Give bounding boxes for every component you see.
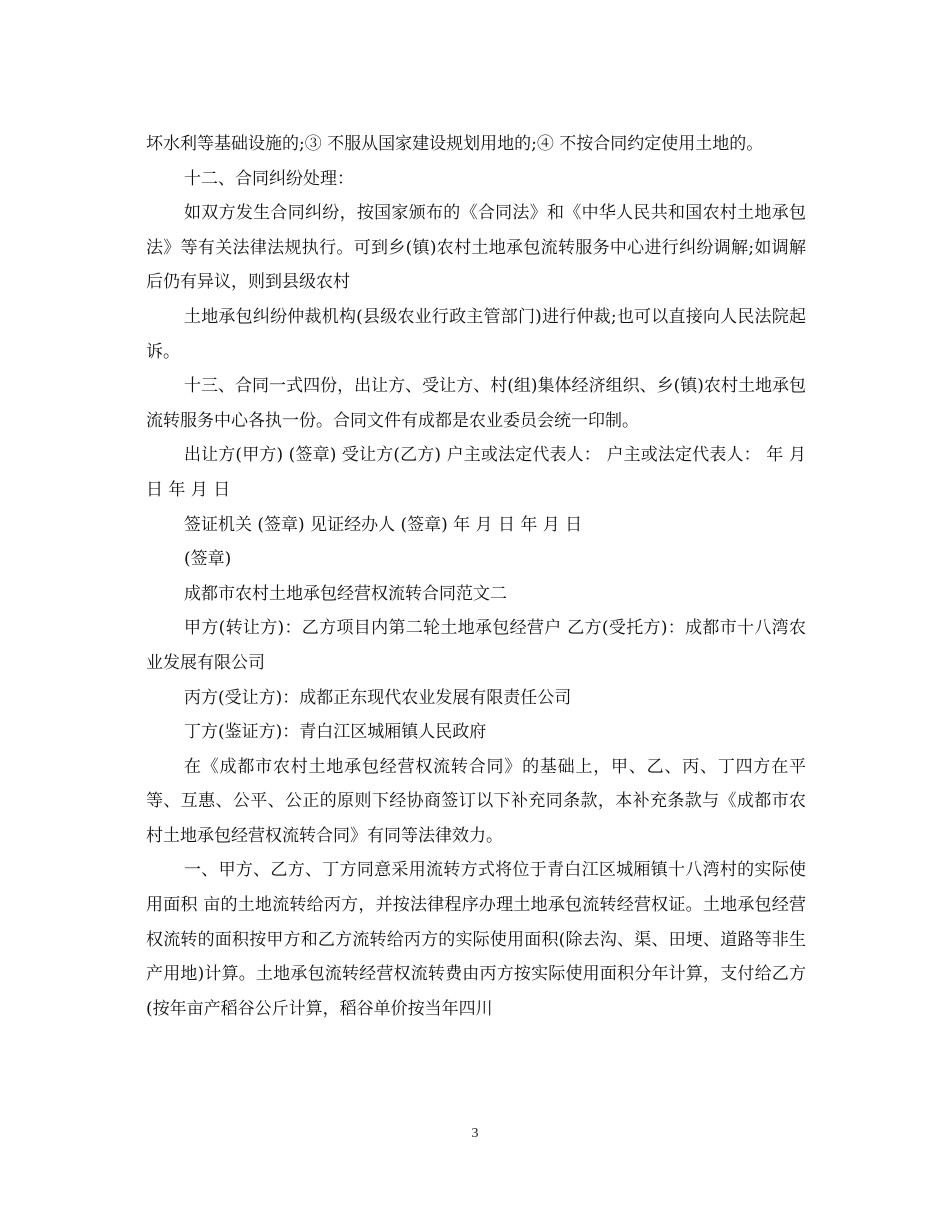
document-body bbox=[146, 127, 806, 1026]
paragraph: 十三、合同一式四份，出让方、受让方、村(组)集体经济组织、乡(镇)农村土地承包流转服务中心各执一份。合同文件有成都是农业委员会统一印制。 bbox=[146, 376, 806, 431]
paragraph: 如双方发生合同纠纷，按国家颁布的《合同法》和《中华人民共和国农村土地承包法》等有关法律法规执行。可到乡(镇)农村土地承包流转服务中心进行纠纷调解;如调解后仍有异议，则到县级农村 bbox=[146, 203, 806, 293]
section-title: 成都市农村土地承包经营权流转合同范文二 bbox=[184, 583, 507, 604]
page-number: 3 bbox=[471, 1126, 479, 1141]
paragraph: 丙方(受让方)：成都正东现代农业发展有限责任公司 bbox=[184, 687, 572, 708]
paragraph: (签章) bbox=[184, 549, 232, 570]
paragraph: 一、甲方、乙方、丁方同意采用流转方式将位于青白江区城厢镇十八湾村的实际使用面积 亩的土地流转给丙方，并按法律程序办理土地承包流转经营权证。土地承包经营权流转的面积按甲方和乙方流转给丙方的实际使用面积(除去沟、渠、田埂、道路等非生产用地)计算。土地承包流转经营权流转费由丙方按实际使用面积分年计算，支付给乙方(按年亩产稻谷公斤计算，稻谷单价按当年四川 bbox=[146, 860, 806, 1019]
paragraph: 土地承包纠纷仲裁机构(县级农业行政主管部门)进行仲裁;也可以直接向人民法院起诉。 bbox=[146, 306, 806, 362]
paragraph: 丁方(鉴证方)：青白江区城厢镇人民政府 bbox=[184, 722, 487, 743]
paragraph: 甲方(转让方)：乙方项目内第二轮土地承包经营户 乙方(受托方)：成都市十八湾农业发展有限公司 bbox=[146, 618, 806, 673]
paragraph: 十二、合同纠纷处理： bbox=[184, 168, 354, 189]
paragraph: 在《成都市农村土地承包经营权流转合同》的基础上，甲、乙、丙、丁四方在平等、互惠、公平、公正的原则下经协商签订以下补充同条款，本补充条款与《成都市农村土地承包经营权流转合同》有同等法律效力。 bbox=[146, 756, 806, 846]
paragraph: 签证机关 (签章) 见证经办人 (签章) 年 月 日 年 月 日 bbox=[184, 514, 583, 535]
paragraph: 出让方(甲方) (签章) 受让方(乙方) 户主或法定代表人： 户主或法定代表人： 年 月 日 年 月 日 bbox=[146, 445, 806, 500]
paragraph: 坏水利等基础设施的;③ 不服从国家建设规划用地的;④ 不按合同约定使用土地的。 bbox=[146, 134, 764, 154]
